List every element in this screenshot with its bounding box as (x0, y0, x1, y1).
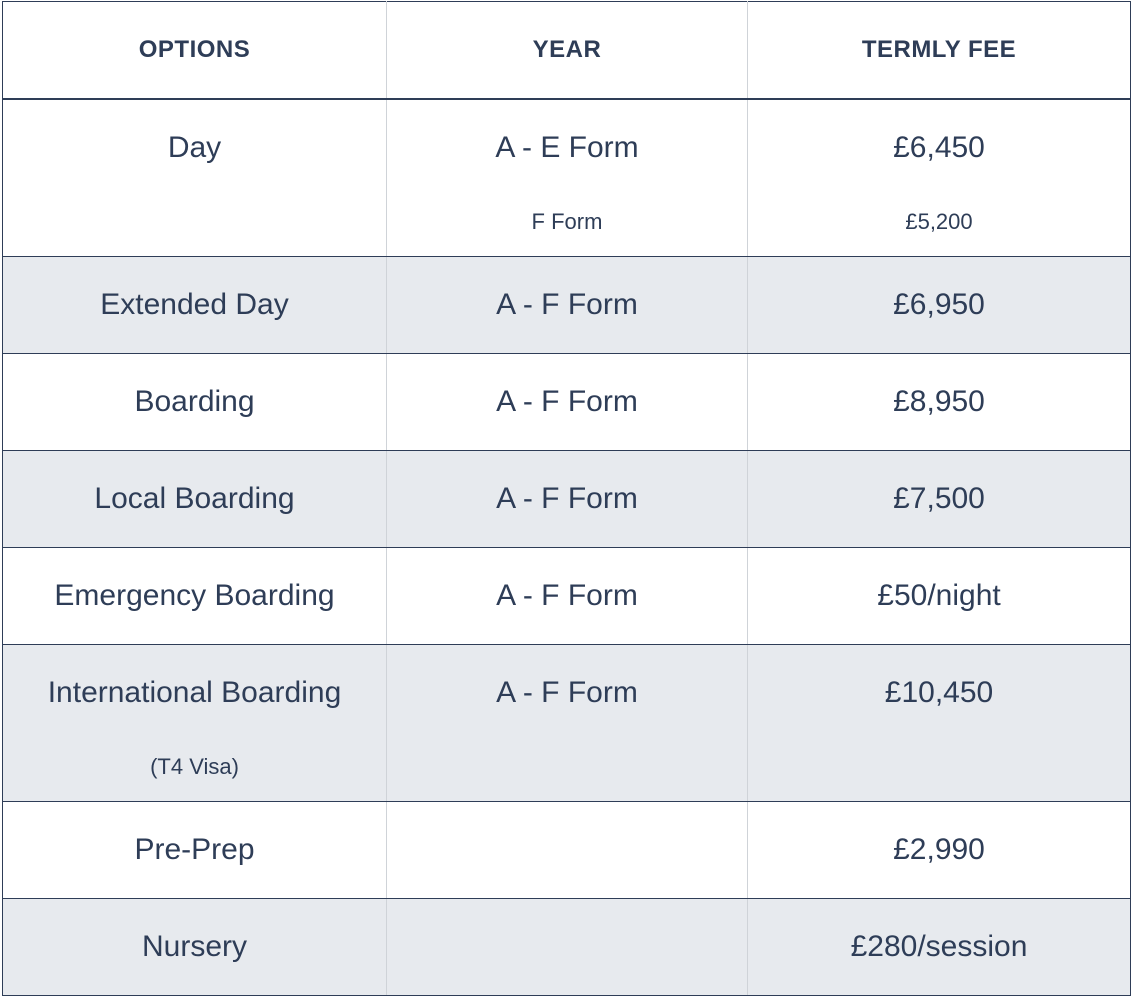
fee-amount: £50/night (877, 579, 1001, 612)
option-cell (3, 354, 387, 451)
fee-amount: £8,950 (893, 385, 985, 418)
fee-note: £5,200 (905, 209, 973, 234)
table-row (3, 548, 1131, 645)
fee-amount: £6,950 (893, 288, 985, 321)
table-row (3, 451, 1131, 548)
table-row (3, 257, 1131, 354)
option-name: Extended Day (100, 288, 289, 321)
year-range: A - F Form (496, 579, 638, 612)
option-cell (3, 257, 387, 354)
fees-table (2, 1, 1131, 996)
fee-amount: £6,450 (893, 131, 985, 164)
header-termly-fee: TERMLY FEE (748, 2, 1131, 100)
option-name: Day (167, 131, 222, 164)
year-range (387, 802, 747, 833)
year-range (387, 899, 747, 930)
year-cell (387, 802, 748, 899)
option-cell (3, 802, 387, 899)
year-cell (387, 257, 748, 354)
option-cell (3, 899, 387, 996)
fee-cell (748, 548, 1131, 645)
header-options: OPTIONS (3, 2, 387, 100)
option-name: Local Boarding (94, 482, 295, 515)
table-row (3, 354, 1131, 451)
year-note: F Form (531, 209, 603, 234)
table-row (3, 802, 1131, 899)
year-cell (387, 99, 748, 257)
table-row (3, 99, 1131, 257)
year-cell (387, 548, 748, 645)
header-year: YEAR (387, 2, 748, 100)
fee-amount: £2,990 (893, 833, 985, 866)
option-cell (3, 645, 387, 802)
year-cell (387, 645, 748, 802)
fee-amount: £7,500 (893, 482, 985, 515)
year-range: A - E Form (495, 131, 639, 164)
fee-cell (748, 257, 1131, 354)
year-cell (387, 451, 748, 548)
option-name: Pre-Prep (134, 833, 255, 866)
option-name: Boarding (134, 385, 255, 418)
table-row (3, 645, 1131, 802)
year-range: A - F Form (496, 288, 638, 321)
option-note: (T4 Visa) (150, 754, 239, 779)
option-cell (3, 548, 387, 645)
year-cell (387, 899, 748, 996)
option-name: Nursery (141, 930, 247, 963)
option-name: International Boarding (47, 676, 342, 709)
year-cell (387, 354, 748, 451)
year-range: A - F Form (496, 482, 638, 515)
header-row (3, 2, 1131, 100)
fee-cell (748, 99, 1131, 257)
option-name: Emergency Boarding (54, 579, 335, 612)
option-cell (3, 451, 387, 548)
fee-cell (748, 451, 1131, 548)
fee-amount: £10,450 (884, 676, 994, 709)
fee-cell (748, 802, 1131, 899)
fee-amount: £280/session (850, 930, 1028, 963)
year-range: A - F Form (496, 676, 638, 709)
fee-cell (748, 899, 1131, 996)
year-range: A - F Form (496, 385, 638, 418)
table-row (3, 899, 1131, 996)
fee-cell (748, 354, 1131, 451)
option-cell (3, 99, 387, 257)
fee-cell (748, 645, 1131, 802)
